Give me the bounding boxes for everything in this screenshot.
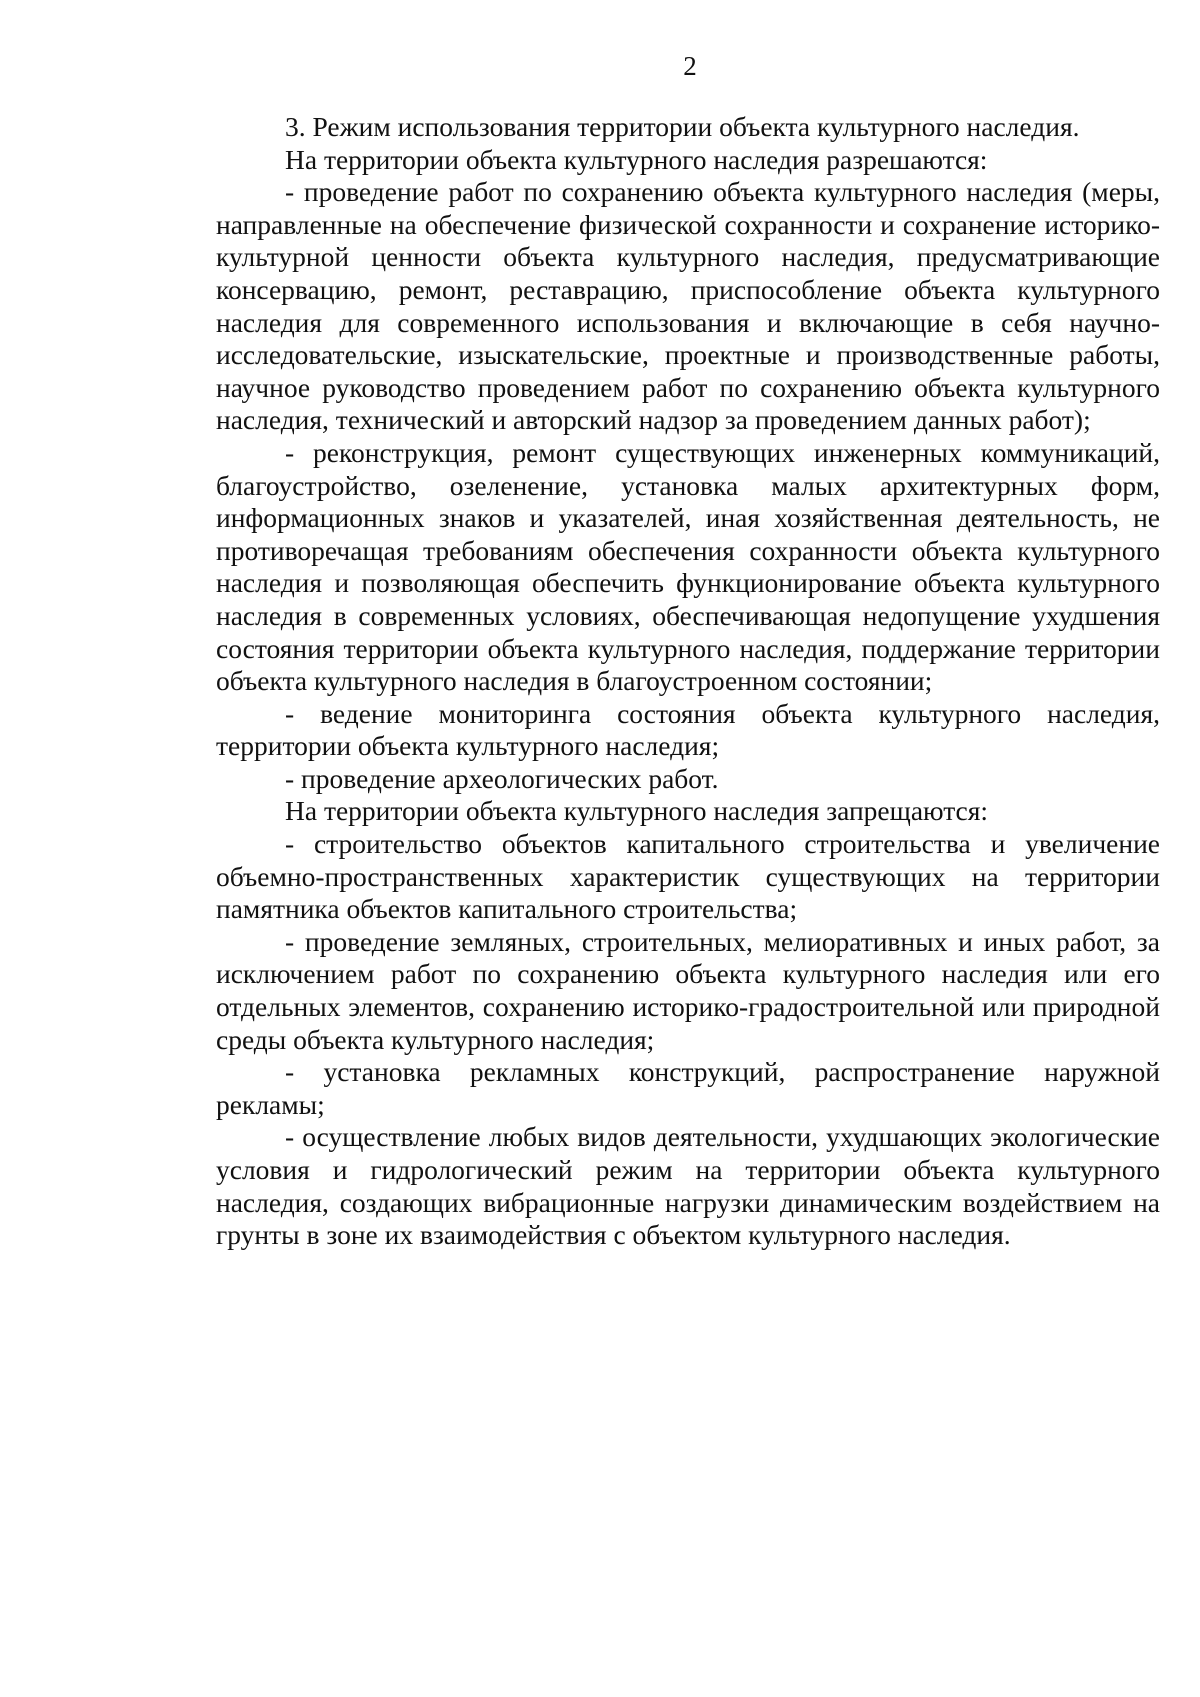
permitted-item-preservation: - проведение работ по сохранению объекта культурного наследия (меры, направленные на обеспечение физической сохранности и сохранение историко-культурной ценности объекта культурного наследия, предусматривающие консервацию, ремонт, реставрацию, приспособление объекта культурного наследия для современного использования и включающие в себя научно-исследовательские, изыскательские, проектные и производственные работы, научное руководство проведением работ по сохранению объекта культурного наследия, технический и авторский надзор за проведением данных работ); [216,176,1160,436]
section-heading: 3. Режим использования территории объекта культурного наследия. [285,111,1080,142]
prohibited-intro: На территории объекта культурного наследия запрещаются: [285,795,989,827]
page-number: 2 [683,51,697,81]
permitted-item-archaeology: - проведение археологических работ. [285,762,719,794]
prohibited-item-advertising: - установка рекламных конструкций, распространение наружной рекламы; [216,1056,1160,1120]
prohibited-item-ecology: - осуществление любых видов деятельности, ухудшающих экологические условия и гидрологический режим на территории объекта культурного наследия, создающих вибрационные нагрузки динамическим воздействием на грунты в зоне их взаимодействия с объектом культурного наследия. [216,1121,1160,1251]
permitted-item-reconstruction: - реконструкция, ремонт существующих инженерных коммуникаций, благоустройство, озеленение, установка малых архитектурных форм, информационных знаков и указателей, иная хозяйственная деятельность, не противоречащая требованиям обеспечения сохранности объекта культурного наследия и позволяющая обеспечить функционирование объекта культурного наследия в современных условиях, обеспечивающая недопущение ухудшения состояния территории объекта культурного наследия, поддержание территории объекта культурного наследия в благоустроенном состоянии; [216,436,1160,697]
document-body [216,111,1160,1252]
permitted-item-monitoring: - ведение мониторинга состояния объекта культурного наследия, территории объекта культурного наследия; [216,697,1160,762]
prohibited-item-construction: - строительство объектов капитального строительства и увеличение объемно-пространственных характеристик существующих на территории памятника объектов капитального строительства; [216,828,1160,925]
permitted-intro: На территории объекта культурного наследия разрешаются: [285,143,988,175]
prohibited-item-earthworks: - проведение земляных, строительных, мелиоративных и иных работ, за исключением работ по сохранению объекта культурного наследия или его отдельных элементов, сохранению историко-градостроительной или природной среды объекта культурного наследия; [216,925,1160,1055]
